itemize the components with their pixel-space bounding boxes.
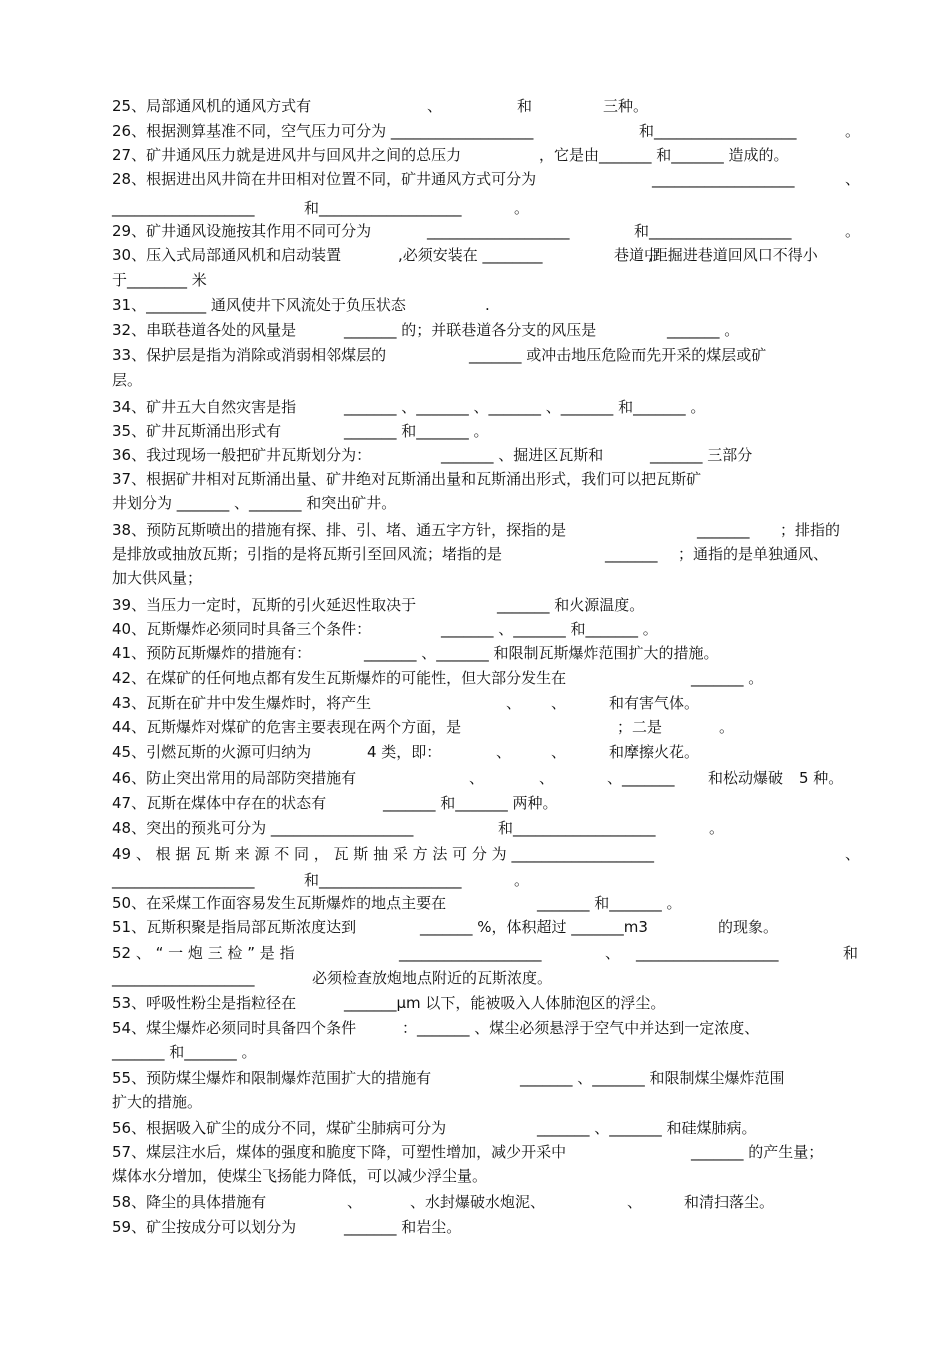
question-text-segment: ___________________ xyxy=(636,944,779,962)
question-text-segment: 。 xyxy=(709,819,725,837)
question-line xyxy=(0,966,950,990)
question-text-segment: _______ 和岩尘。 xyxy=(344,1218,462,1236)
question-text-segment: 巷道中 xyxy=(614,246,660,264)
question-text-segment: 井划分为 _______ 、_______ 和突出矿井。 xyxy=(112,494,397,512)
question-text-segment: 59、矿尘按成分可以划分为 xyxy=(112,1218,297,1236)
question-text-segment: ___________________ xyxy=(652,170,795,188)
question-text-segment: 47、瓦斯在煤体中存在的状态有 xyxy=(112,794,327,812)
question-text-segment: 4 类，即： xyxy=(367,743,442,761)
question-line xyxy=(0,766,950,790)
question-text-segment: 和___________________ xyxy=(634,222,792,240)
question-text-segment: 和 xyxy=(843,944,859,962)
question-line xyxy=(0,1090,950,1114)
question-line xyxy=(0,293,950,317)
question-line xyxy=(0,891,950,915)
question-text-segment: 34、矿井五大自然灾害是指 xyxy=(112,398,297,416)
question-text-segment: 。 xyxy=(719,718,735,736)
question-line xyxy=(0,518,950,542)
question-text-segment: 。 xyxy=(845,222,861,240)
question-text-segment: ___________________ xyxy=(112,199,255,217)
question-text-segment: 56、根据吸入矿尘的成分不同，煤矿尘肺病可分为 xyxy=(112,1119,447,1137)
question-text-segment: 、水封爆破水炮泥、 xyxy=(410,1193,546,1211)
question-text-segment: 的现象。 xyxy=(718,918,779,936)
question-line xyxy=(0,816,950,840)
question-text-segment: 煤体水分增加，使煤尘飞扬能力降低，可以减少浮尘量。 xyxy=(112,1167,488,1185)
question-text-segment: 39、当压力一定时，瓦斯的引火延迟性取决于 xyxy=(112,596,417,614)
question-line xyxy=(0,395,950,419)
question-text-segment: 、 xyxy=(347,1193,363,1211)
question-text-segment: _______ 和_______ 。 xyxy=(344,422,489,440)
question-text-segment: 50、在采煤工作面容易发生瓦斯爆炸的地点主要在 xyxy=(112,894,447,912)
question-text-segment: ___________________ xyxy=(112,969,255,987)
question-line xyxy=(0,419,950,443)
question-text-segment: ___________________ xyxy=(399,944,542,962)
question-text-segment: 、 xyxy=(627,1193,643,1211)
question-text-segment: 、 xyxy=(551,694,567,712)
question-line xyxy=(0,715,950,739)
question-text-segment: 41、预防瓦斯爆炸的措施有： xyxy=(112,644,312,662)
question-text-segment: _______ %，体积超过 _______m3 xyxy=(420,918,648,936)
question-line xyxy=(0,318,950,342)
question-text-segment: _______ 、掘进区瓦斯和 xyxy=(441,446,604,464)
question-text-segment: _______ 。 xyxy=(667,321,740,339)
question-text-segment: _______ 。 xyxy=(691,669,764,687)
question-text-segment: 52 、 “ 一 炮 三 检 ” 是 指 xyxy=(112,944,295,962)
question-line xyxy=(0,119,950,143)
question-text-segment: 25、局部通风机的通风方式有 xyxy=(112,97,312,115)
question-text-segment: 、 xyxy=(845,845,861,863)
question-text-segment: ，它是由_______ 和_______ 造成的。 xyxy=(539,146,789,164)
question-text-segment: ,必须安装在 ________ xyxy=(398,246,543,264)
question-line xyxy=(0,1140,950,1164)
question-text-segment: ,距掘进巷道回风口不得小 xyxy=(648,246,818,264)
question-text-segment: 44、瓦斯爆炸对煤矿的危害主要表现在两个方面，是 xyxy=(112,718,462,736)
question-text-segment: 27、矿井通风压力就是进风井与回风井之间的总压力 xyxy=(112,146,462,164)
question-line xyxy=(0,740,950,764)
question-text-segment: _______ 、_______ 和_______ 。 xyxy=(441,620,658,638)
question-text-segment: _______ 和火源温度。 xyxy=(497,596,645,614)
question-text-segment: _______ 和_______ 。 xyxy=(537,894,682,912)
question-text-segment: 33、保护层是指为消除或消弱相邻煤层的 xyxy=(112,346,387,364)
question-line xyxy=(0,219,950,243)
question-text-segment: 45、引燃瓦斯的火源可归纳为 xyxy=(112,743,312,761)
question-text-segment: 和松动爆破 xyxy=(708,769,784,787)
question-line xyxy=(0,1066,950,1090)
question-text-segment: . xyxy=(485,296,490,314)
question-text-segment: 35、矿井瓦斯涌出形式有 xyxy=(112,422,282,440)
question-text-segment: 是排放或抽放瓦斯；引指的是将瓦斯引至回风流；堵指的是 xyxy=(112,545,503,563)
question-text-segment: 29、矿井通风设施按其作用不同可分为 xyxy=(112,222,372,240)
question-line xyxy=(0,467,950,491)
question-text-segment: 37、根据矿井相对瓦斯涌出量、矿井绝对瓦斯涌出量和瓦斯涌出形式，我们可以把瓦斯矿 xyxy=(112,470,702,488)
question-text-segment: _______ 、_______ 和限制煤尘爆炸范围 xyxy=(520,1069,785,1087)
question-text-segment: _______ 、_______ 和硅煤肺病。 xyxy=(537,1119,757,1137)
question-text-segment: 48、突出的预兆可分为 ___________________ xyxy=(112,819,414,837)
question-line xyxy=(0,243,950,267)
question-line xyxy=(0,143,950,167)
question-line xyxy=(0,791,950,815)
question-text-segment: 和___________________ xyxy=(304,871,462,889)
question-text-segment: _______ 的；并联巷道各分支的风压是 xyxy=(344,321,597,339)
question-line xyxy=(0,443,950,467)
question-text-segment: 层。 xyxy=(112,371,143,389)
question-text-segment: _______μm 以下，能被吸入人体肺泡区的浮尘。 xyxy=(344,994,666,1012)
question-text-segment: 和清扫落尘。 xyxy=(684,1193,775,1211)
question-text-segment: 57、煤层注水后，煤体的强度和脆度下降，可塑性增加，减少开采中 xyxy=(112,1143,567,1161)
question-text-segment: ；二是 xyxy=(617,718,663,736)
question-line xyxy=(0,1040,950,1064)
question-text-segment: 46、防止突出常用的局部防突措施有 xyxy=(112,769,357,787)
question-text-segment: 、 xyxy=(551,743,567,761)
question-line xyxy=(0,368,950,392)
question-text-segment: 51、瓦斯积聚是指局部瓦斯浓度达到 xyxy=(112,918,357,936)
question-text-segment: 43、瓦斯在矿井中发生爆炸时，将产生 xyxy=(112,694,372,712)
question-text-segment: ___________________ xyxy=(112,871,255,889)
question-line xyxy=(0,842,950,866)
question-text-segment: _______ 和_______ 。 xyxy=(112,1043,257,1061)
question-text-segment: _______ 或冲击地压危险而先开采的煤层或矿 xyxy=(469,346,767,364)
question-text-segment: 、 xyxy=(845,170,861,188)
question-text-segment: 三种。 xyxy=(603,97,649,115)
question-text-segment: 、 xyxy=(506,694,522,712)
question-text-segment: 38、预防瓦斯喷出的措施有探、排、引、堵、通五字方针，探指的是 xyxy=(112,521,567,539)
question-line xyxy=(0,991,950,1015)
question-text-segment: 53、呼吸性粉尘是指粒径在 xyxy=(112,994,297,1012)
question-text-segment: _______ 三部分 xyxy=(650,446,753,464)
question-text-segment: 必须检查放炮地点附近的瓦斯浓度。 xyxy=(312,969,553,987)
question-line xyxy=(0,94,950,118)
question-line xyxy=(0,1116,950,1140)
question-text-segment: 和 xyxy=(517,97,533,115)
question-text-segment: ：_______ 、煤尘必须悬浮于空气中并达到一定浓度、 xyxy=(402,1019,760,1037)
question-line xyxy=(0,1016,950,1040)
question-line xyxy=(0,617,950,641)
question-line xyxy=(0,196,950,220)
question-text-segment: 32、串联巷道各处的风量是 xyxy=(112,321,297,339)
question-line xyxy=(0,491,950,515)
question-text-segment: ；通指的是单独通风、 xyxy=(678,545,829,563)
question-text-segment: 42、在煤矿的任何地点都有发生瓦斯爆炸的可能性，但大部分发生在 xyxy=(112,669,567,687)
question-text-segment: 和___________________ xyxy=(639,122,797,140)
question-line xyxy=(0,1164,950,1188)
question-text-segment: 、 xyxy=(539,769,555,787)
question-text-segment: 和有害气体。 xyxy=(609,694,700,712)
question-text-segment: 、_______ xyxy=(607,769,675,787)
question-text-segment: 26、根据测算基准不同，空气压力可分为 ___________________ xyxy=(112,122,534,140)
question-text-segment: 扩大的措施。 xyxy=(112,1093,203,1111)
question-text-segment: 58、降尘的具体措施有 xyxy=(112,1193,267,1211)
question-line xyxy=(0,666,950,690)
question-text-segment: 、 xyxy=(605,944,621,962)
question-text-segment: _______ xyxy=(697,521,750,539)
question-line xyxy=(0,868,950,892)
question-line xyxy=(0,941,950,965)
question-line xyxy=(0,1215,950,1239)
question-text-segment: 。 xyxy=(514,871,530,889)
question-text-segment: 31、________ 通风使井下风流处于负压状态 xyxy=(112,296,406,314)
question-text-segment: _______ 和_______ 两种。 xyxy=(383,794,558,812)
question-line xyxy=(0,343,950,367)
question-text-segment: _______ 、_______ 和限制瓦斯爆炸范围扩大的措施。 xyxy=(364,644,719,662)
question-text-segment: 5 种。 xyxy=(799,769,844,787)
question-line xyxy=(0,593,950,617)
question-text-segment: ___________________ xyxy=(427,222,570,240)
question-line xyxy=(0,641,950,665)
question-line xyxy=(0,915,950,939)
question-text-segment: 。 xyxy=(514,199,530,217)
question-text-segment: 54、煤尘爆炸必须同时具备四个条件 xyxy=(112,1019,357,1037)
question-text-segment: 、 xyxy=(496,743,512,761)
question-text-segment: 加大供风量； xyxy=(112,569,203,587)
question-text-segment: 和摩擦火花。 xyxy=(609,743,700,761)
question-text-segment: 49 、 根 据 瓦 斯 来 源 不 同 ， 瓦 斯 抽 采 方 法 可 分 为 ___________________ xyxy=(112,845,654,863)
question-text-segment: 、 xyxy=(427,97,443,115)
question-text-segment: 于________ 米 xyxy=(112,271,207,289)
question-text-segment: 30、压入式局部通风机和启动装置 xyxy=(112,246,342,264)
question-line xyxy=(0,566,950,590)
question-text-segment: 36、我过现场一般把矿井瓦斯划分为： xyxy=(112,446,372,464)
question-text-segment: 40、瓦斯爆炸必须同时具备三个条件： xyxy=(112,620,372,638)
question-text-segment: ；排指的 xyxy=(780,521,841,539)
question-line xyxy=(0,691,950,715)
question-line xyxy=(0,167,950,191)
question-text-segment: 和___________________ xyxy=(498,819,656,837)
question-line xyxy=(0,1190,950,1214)
question-line xyxy=(0,268,950,292)
question-line xyxy=(0,542,950,566)
question-text-segment: 55、预防煤尘爆炸和限制爆炸范围扩大的措施有 xyxy=(112,1069,432,1087)
question-text-segment: 28、根据进出风井筒在井田相对位置不同，矿井通风方式可分为 xyxy=(112,170,537,188)
question-text-segment: 。 xyxy=(845,122,861,140)
question-text-segment: 、 xyxy=(469,769,485,787)
question-text-segment: _______ xyxy=(605,545,658,563)
question-text-segment: _______ 、_______ 、_______ 、_______ 和_______ 。 xyxy=(344,398,706,416)
question-text-segment: _______ 的产生量； xyxy=(691,1143,824,1161)
question-text-segment: 和___________________ xyxy=(304,199,462,217)
